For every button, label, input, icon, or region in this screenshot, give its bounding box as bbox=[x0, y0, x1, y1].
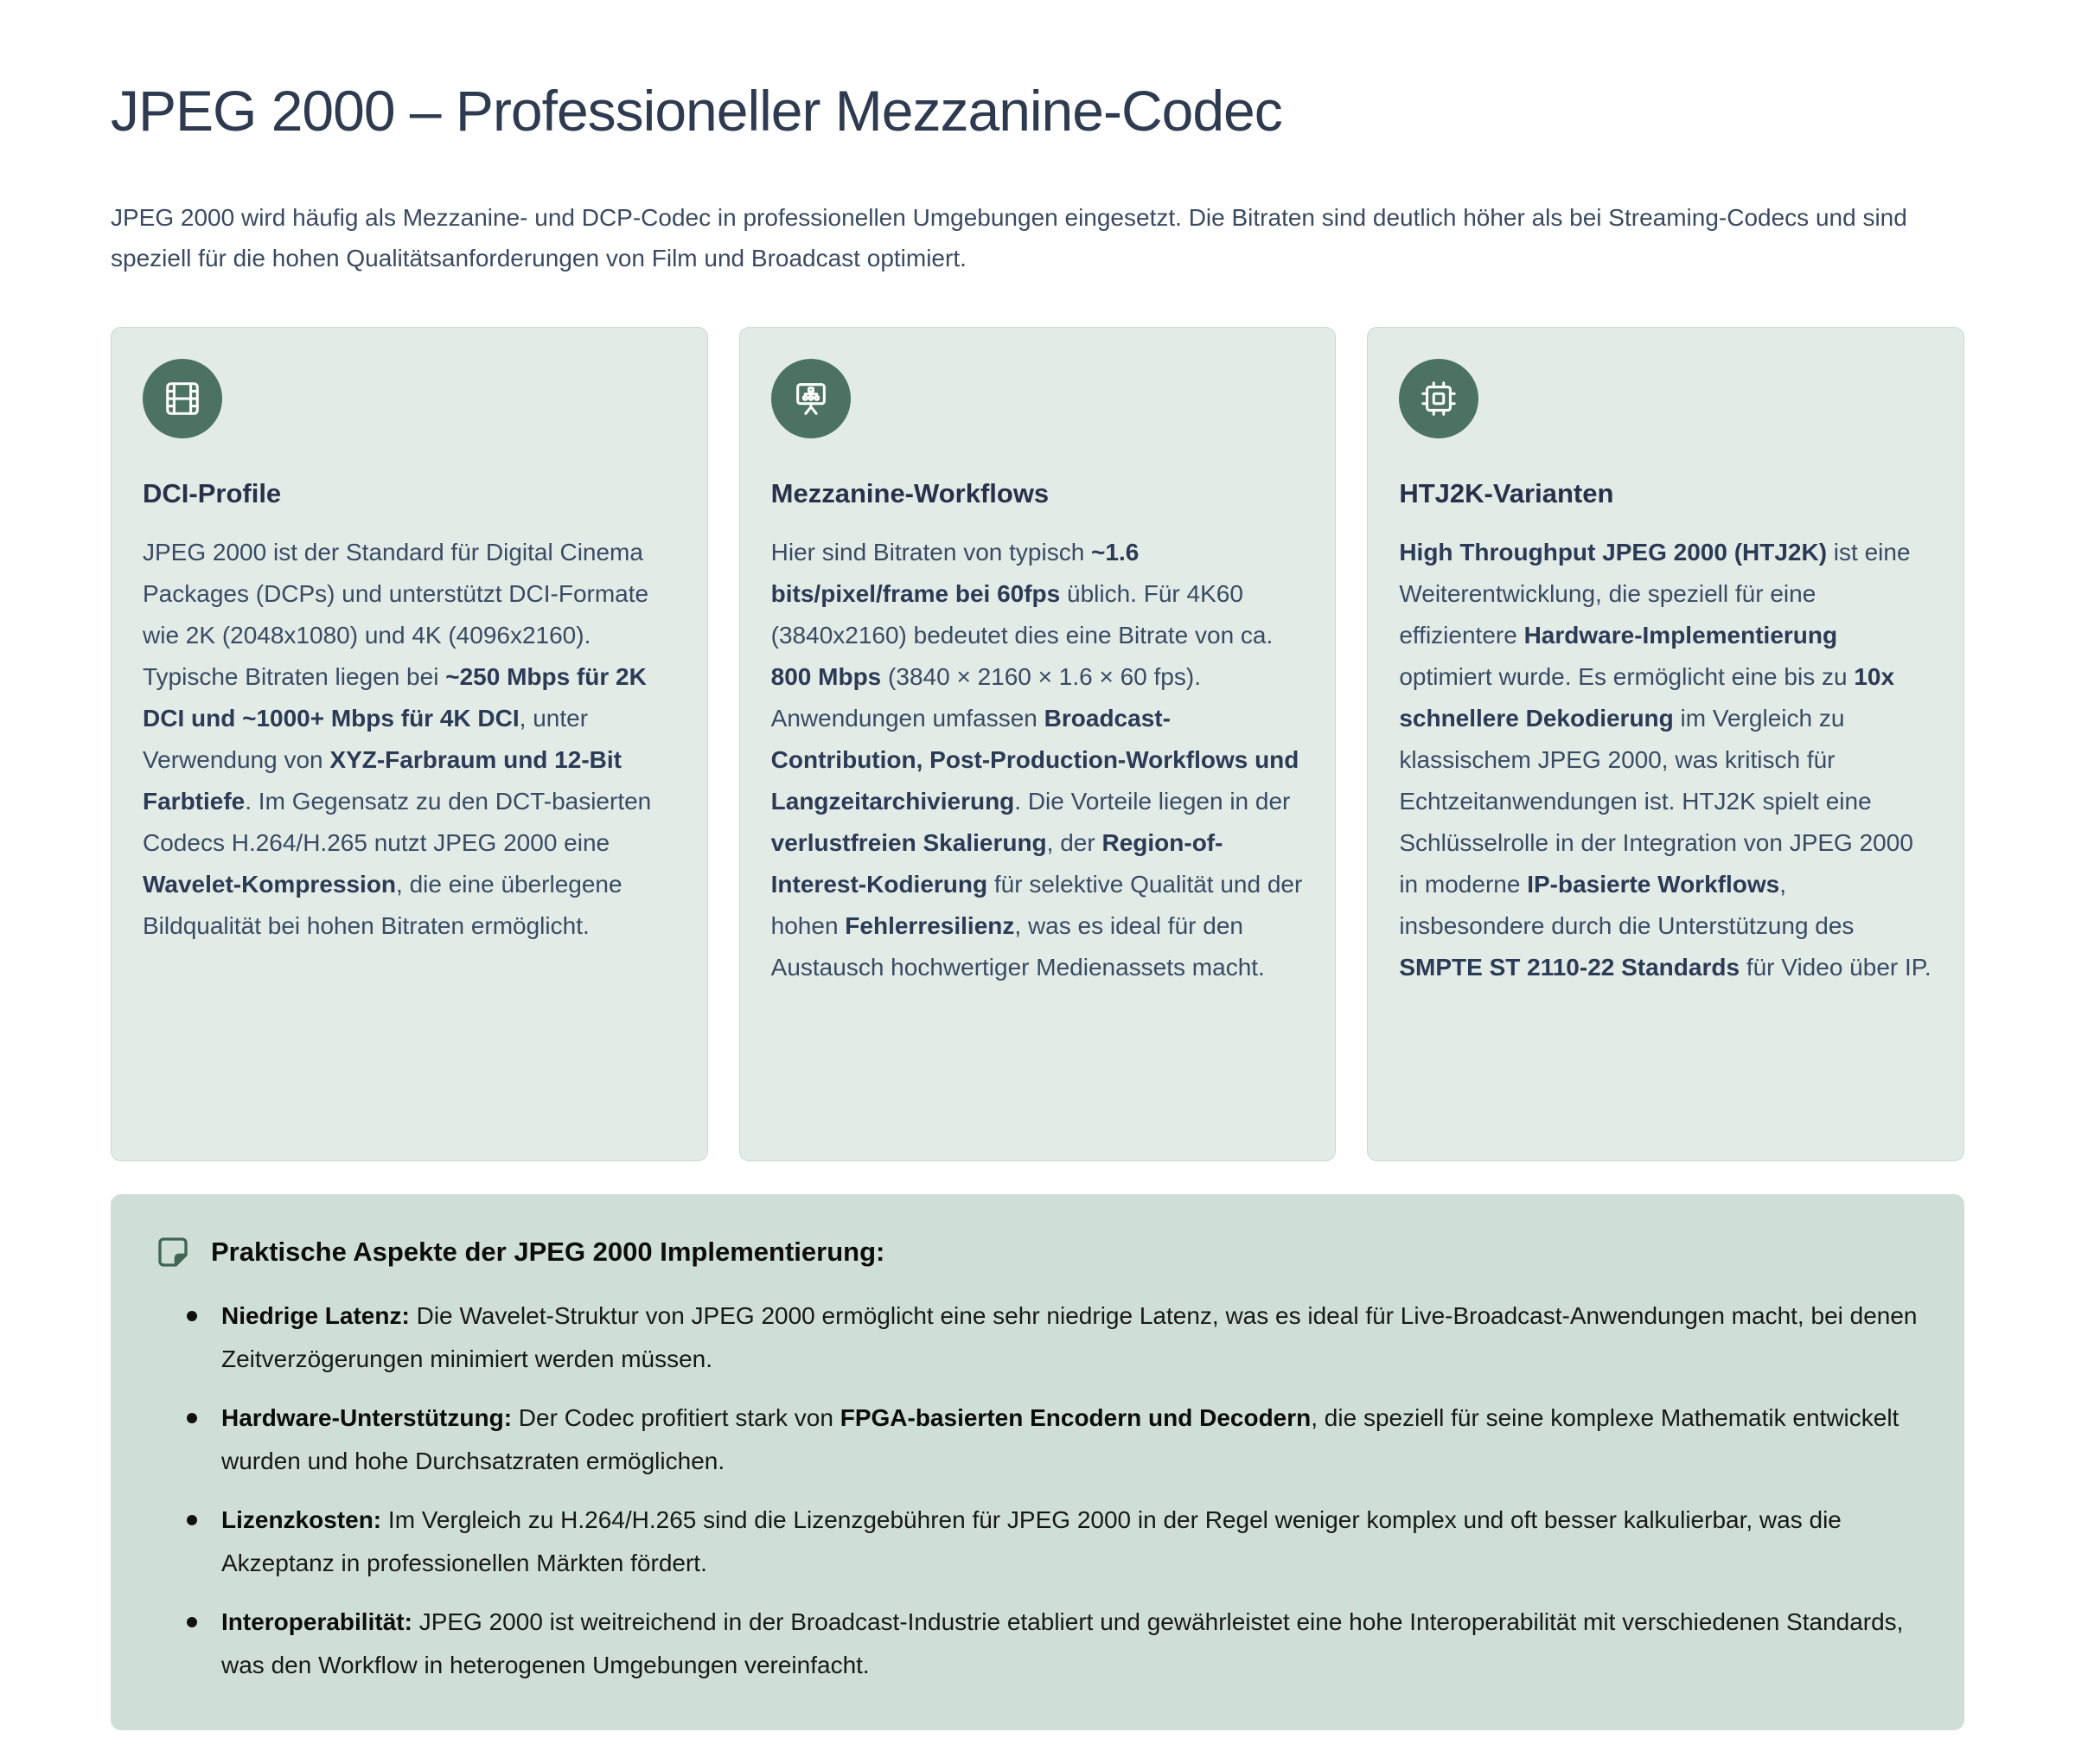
cpu-chip-icon bbox=[1399, 359, 1478, 438]
page-title: JPEG 2000 – Professioneller Mezzanine-Codec bbox=[111, 79, 1282, 143]
card-body-text: JPEG 2000 ist der Standard für Digital Cinema Packages (DCPs) und unterstützt DCI-Formate wie 2K (2048x1080) und 4K (4096x2160). Typische Bitraten liegen bei ~250 Mbps für 2K DCI und ~1000+ Mbps für 4K DCI, unter Verwendung von XYZ-Farbraum und 12-Bit Farbtiefe. Im Gegensatz zu den DCT-basierten Codecs H.264/H.265 nutzt JPEG 2000 eine Wavelet-Kompression, die eine überlegene Bildqualität bei hohen Bitraten ermöglicht. bbox=[143, 539, 652, 939]
card-mezzanine-workflows bbox=[739, 327, 1337, 1161]
aspect-item-hardware-unterstuetzung: Hardware-Unterstützung: Der Codec profitiert stark von FPGA-basierten Encodern und Decodern, die speziell für seine komplexe Mathematik entwickelt wurden und hohe Durchsatzraten ermöglichen. bbox=[182, 1396, 1919, 1483]
film-strip-icon bbox=[143, 359, 222, 438]
practical-aspects-panel bbox=[111, 1194, 1964, 1730]
card-htj2k-varianten bbox=[1367, 327, 1964, 1161]
card-title: HTJ2K-Varianten bbox=[1399, 478, 1614, 508]
card-title: DCI-Profile bbox=[143, 478, 282, 508]
card-body-text: Hier sind Bitraten von typisch ~1.6 bits/pixel/frame bei 60fps üblich. Für 4K60 (3840x2160) bedeutet dies eine Bitrate von ca. 800 Mbps (3840 × 2160 × 1.6 × 60 fps). Anwendungen umfassen Broadcast-Contribution, Post-Production-Workflows und Langzeitarchivierung. Die Vorteile liegen in der verlustfreien Skalierung, der Region-of-Interest-Kodierung für selektive Qualität und der hohen Fehlerresilienz, was es ideal für den Austausch hochwertiger Medienassets macht. bbox=[770, 539, 1303, 981]
card-body-text: High Throughput JPEG 2000 (HTJ2K) ist eine Weiterentwicklung, die speziell für eine effizientere Hardware-Implementierung optimiert wurde. Es ermöglicht eine bis zu 10x schnellere Dekodierung im Vergleich zu klassischem JPEG 2000, was kritisch für Echtzeitanwendungen ist. HTJ2K spielt eine Schlüsselrolle in der Integration von JPEG 2000 in moderne IP-basierte Workflows, insbesondere durch die Unterstützung des SMPTE ST 2110-22 Standards für Video über IP. bbox=[1399, 539, 1931, 981]
note-icon bbox=[156, 1234, 190, 1270]
aspect-item-niedrige-latenz: Niedrige Latenz: Die Wavelet-Struktur von JPEG 2000 ermöglicht eine sehr niedrige Latenz, was es ideal für Live-Broadcast-Anwendungen macht, bei denen Zeitverzögerungen minimiert werden müssen. bbox=[182, 1294, 1919, 1381]
aspect-item-interoperabilitaet: Interoperabilität: JPEG 2000 ist weitreichend in der Broadcast-Industrie etabliert und gewährleistet eine hohe Interoperabilität mit verschiedenen Standards, was den Workflow in heterogenen Umgebungen vereinfacht. bbox=[182, 1601, 1919, 1687]
card-dci-profile bbox=[111, 327, 708, 1161]
panel-header bbox=[156, 1234, 1919, 1270]
workflow-presentation-icon bbox=[771, 359, 851, 438]
panel-heading: Praktische Aspekte der JPEG 2000 Implementierung: bbox=[211, 1237, 885, 1267]
aspect-item-lizenzkosten: Lizenzkosten: Im Vergleich zu H.264/H.265 sind die Lizenzgebühren für JPEG 2000 in der Regel weniger komplex und oft besser kalkulierbar, was die Akzeptanz in professionellen Märkten fördert. bbox=[182, 1499, 1919, 1585]
feature-cards-row bbox=[111, 327, 1964, 1161]
intro-paragraph: JPEG 2000 wird häufig als Mezzanine- und DCP-Codec in professionellen Umgebungen eingesetzt. Die Bitraten sind deutlich höher als bei Streaming-Codecs und sind speziell für die hohen Qualitätsanforderungen von Film und Broadcast optimiert. bbox=[111, 204, 1907, 272]
card-title: Mezzanine-Workflows bbox=[770, 478, 1050, 508]
aspects-list bbox=[156, 1294, 1919, 1687]
